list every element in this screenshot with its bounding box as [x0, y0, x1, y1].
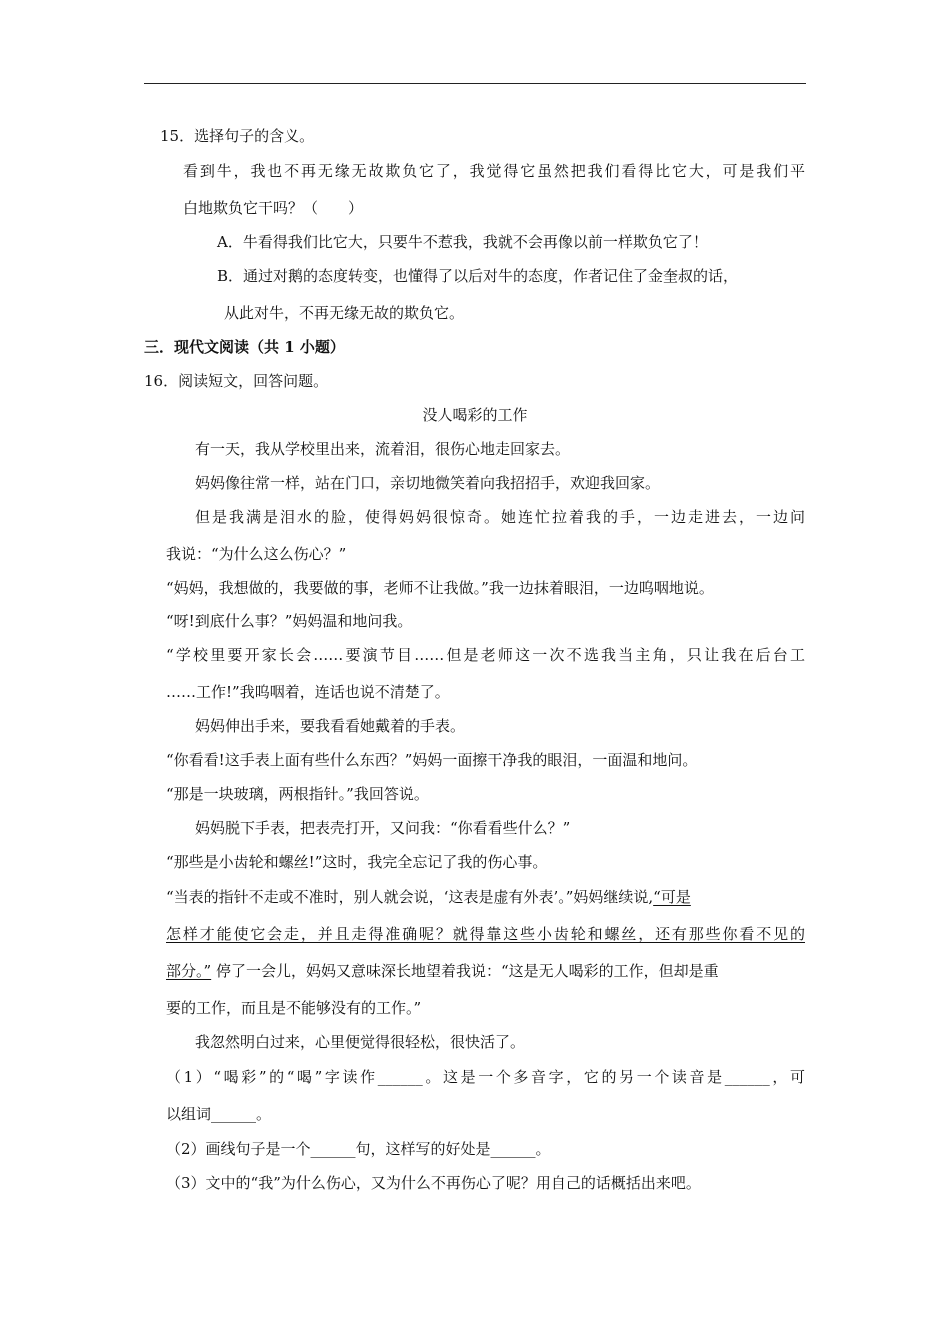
passage-p9: “那是一块玻璃，两根指针。”我回答说。 [166, 785, 429, 803]
passage-p12-line4: 要的工作，而且是不能够没有的工作。” [166, 999, 422, 1017]
q15-prompt: 选择句子的含义。 [194, 127, 315, 145]
passage-p2: 妈妈像往常一样，站在门口，亲切地微笑着向我招招手，欢迎我回家。 [195, 474, 661, 492]
q16-line [144, 371, 328, 391]
passage-p10: 妈妈脱下手表，把表壳打开，又问我：“你看看些什么？” [195, 819, 571, 837]
p12-plain-text: “当表的指针不走或不准时，别人就会说，‘这表是虚有外表’。”妈妈继续说, [166, 888, 654, 906]
q15-sentence-line2: 白地欺负它干吗？（ ） [183, 199, 364, 217]
passage-p4: “妈妈，我想做的，我要做的事，老师不让我做。”我一边抹着眼泪，一边呜咽地说。 [166, 579, 714, 597]
passage-title: 没人喝彩的工作 [422, 406, 528, 424]
passage-p12-line3 [166, 961, 719, 981]
passage-p6-line1: “学校里要开家长会……要演节目……但是老师这一次不选我当主角，只让我在后台工 [166, 646, 805, 664]
passage-p11: “那些是小齿轮和螺丝!”这时，我完全忘记了我的伤心事。 [166, 853, 548, 871]
passage-p6-line2: ……工作!”我呜咽着，连话也说不清楚了。 [166, 683, 450, 701]
p12-underlined-end: 部分。” [166, 962, 212, 980]
p12-underlined-start: “可是 [653, 888, 691, 906]
subquestion-1-line1: （1）“喝彩”的“喝”字读作______。这是一个多音字，它的另一个读音是______，可 [166, 1068, 805, 1086]
passage-p12-line2-underlined: 怎样才能使它会走，并且走得准确呢？就得靠这些小齿轮和螺丝，还有那些你看不见的 [166, 925, 805, 943]
passage-p8: “你看看!这手表上面有些什么东西？”妈妈一面擦干净我的眼泪，一面温和地问。 [166, 751, 698, 769]
subquestion-1-line2: 以组词______。 [166, 1105, 272, 1123]
q15-sentence-line1: 看到牛，我也不再无缘无故欺负它了，我觉得它虽然把我们看得比它大，可是我们平 [183, 162, 805, 180]
q15-option-b-line2: 从此对牛，不再无缘无故的欺负它。 [224, 304, 465, 322]
section3-heading: 三．现代文阅读（共 1 小题） [144, 338, 345, 356]
q15-option-a: A．牛看得我们比它大，只要牛不惹我，我就不会再像以前一样欺负它了！ [217, 233, 708, 251]
passage-p5: “呀!到底什么事？”妈妈温和地问我。 [166, 612, 413, 630]
p12-continued-text: 停了一会儿，妈妈又意味深长地望着我说：“这是无人喝彩的工作，但却是重 [215, 962, 719, 980]
passage-p12-line1 [166, 887, 691, 907]
passage-p13: 我忽然明白过来，心里便觉得很轻松，很快活了。 [195, 1033, 526, 1051]
header-rule [144, 83, 806, 84]
subquestion-2: （2）画线句子是一个______句，这样写的好处是______。 [166, 1140, 551, 1158]
q15-option-b-line1: B．通过对鹅的态度转变，也懂得了以后对牛的态度，作者记住了金奎叔的话， [217, 267, 739, 285]
subquestion-3: （3）文中的“我”为什么伤心，又为什么不再伤心了呢？用自己的话概括出来吧。 [166, 1174, 701, 1192]
q15-number: 15． [160, 127, 195, 145]
q16-number: 16． [144, 372, 179, 390]
passage-p1: 有一天，我从学校里出来，流着泪，很伤心地走回家去。 [195, 440, 571, 458]
passage-p7: 妈妈伸出手来，要我看看她戴着的手表。 [195, 717, 466, 735]
passage-p3-line1: 但是我满是泪水的脸，使得妈妈很惊奇。她连忙拉着我的手，一边走进去，一边问 [195, 508, 805, 526]
passage-p3-line2: 我说：“为什么这么伤心？” [166, 545, 347, 563]
q16-prompt: 阅读短文，回答问题。 [178, 372, 329, 390]
q15-line [160, 126, 314, 146]
